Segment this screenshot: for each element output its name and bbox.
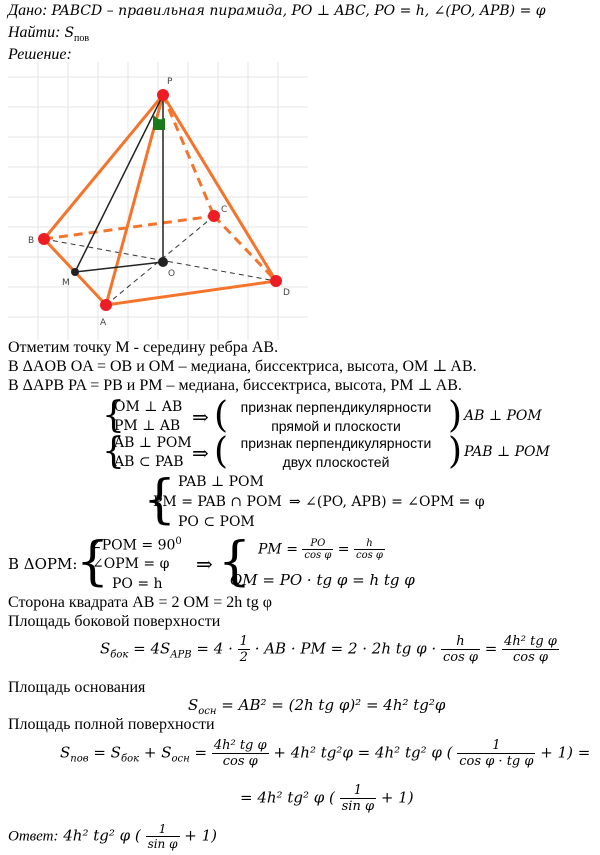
sys4-c: PO = h: [112, 576, 163, 592]
label-C: C: [221, 205, 228, 215]
sys3-b: PM = PAB ∩ POM: [153, 494, 282, 510]
sys4-pre: В ΔOPM:: [8, 555, 78, 573]
sys3-res: ⇒ ∠(PO, APB) = ∠OPM = φ: [289, 494, 485, 510]
segment-OM: [75, 262, 163, 272]
lateral-title: Площадь боковой поверхности: [8, 613, 221, 630]
vertex-D: [270, 275, 282, 287]
vertex-O: [158, 257, 168, 267]
pyramid-figure: [8, 62, 308, 340]
sys4-b: ∠OPM = φ: [92, 556, 170, 572]
sys3-c: PO ⊂ POM: [178, 514, 255, 530]
sys4-a: ∠POM = $90^0$: [90, 536, 182, 554]
system-3: { PAB ⊥ POM PM = PAB ∩ POM PO ⊂ POM ⇒ ∠(PO, APB) = ∠OPM = φ: [143, 470, 485, 530]
sys1-a: OM ⊥ AB: [114, 399, 183, 415]
system-1: { OM ⊥ AB PM ⊥ AB ⇒ ( признак перпендикулярности прямой и плоскости ) AB ⊥ POM: [102, 395, 542, 436]
sys2-res: PAB ⊥ POM: [464, 444, 550, 460]
given-label: Дано:: [8, 2, 48, 19]
label-A: A: [100, 318, 107, 328]
find-label: Найти:: [8, 24, 61, 41]
vertex-B: [38, 233, 50, 245]
sys1-b: PM ⊥ AB: [114, 418, 181, 434]
sys2-a: AB ⊥ POM: [114, 435, 192, 451]
full-title: Площадь полной поверхности: [8, 716, 215, 733]
label-O: O: [168, 269, 176, 279]
full-formula-1: $S_{пов} = S_{бок} + S_{осн}$ = $\frac{\text{4h² tg φ}}{\text{cos φ}}$ + 4h² tg²φ = 4h² tg² φ ( $\frac{1}{\text{cos φ · tg φ}}$ + 1) =: [60, 738, 591, 769]
label-B: B: [28, 236, 35, 246]
answer-line: Ответ: 4h² tg² φ ( $\frac{1}{\text{sin φ}}$ + 1): [8, 822, 218, 851]
line-3: В ΔAPB PA = PB и PM – медиана, биссектриса, высота, PM ⊥ AB.: [8, 377, 462, 394]
system-4: В ΔOPM: { ∠POM = $90^0$ ∠OPM = φ PO = h ⇒ { PM = $\frac{PO}{\text{cos φ}}$ = $\frac{h}{\text{cos φ}}$ OM = PO · tg φ = h tg φ: [8, 532, 415, 592]
base-title: Площадь основания: [8, 679, 146, 696]
sys4-r1: PM = $\frac{PO}{\text{cos φ}}$ = $\frac{h}{\text{cos φ}}$: [258, 538, 383, 561]
answer-label: Ответ:: [8, 828, 59, 845]
system-2: { AB ⊥ POM AB ⊂ PAB ⇒ ( признак перпендикулярности двух плоскостей ) PAB ⊥ POM: [102, 431, 550, 472]
line-2: В ΔAOB OA = OB и OM – медиана, биссектриса, высота, OM ⊥ AB.: [8, 358, 477, 375]
vertex-M: [71, 268, 79, 276]
vertex-P: [157, 89, 169, 101]
given-text: PABCD – правильная пирамида, PO ⊥ ABC, PO = h, ∠(PO, APB) = φ: [51, 3, 546, 19]
label-D: D: [283, 288, 290, 298]
sys1-t2: прямой и плоскости: [271, 418, 401, 434]
vertex-A: [100, 299, 112, 311]
sys1-res: AB ⊥ POM: [464, 408, 542, 424]
full-formula-2: = 4h² tg² φ ( $\frac{1}{\text{sin φ}}$ + 1): [240, 783, 414, 814]
line-1: Отметим точку M - середину ребра AB.: [8, 339, 279, 356]
find-text: S: [64, 25, 75, 41]
solution-label: Решение:: [8, 46, 72, 63]
sys2-arrow: ⇒: [192, 441, 209, 465]
label-M: M: [62, 278, 70, 288]
label-P: P: [167, 77, 173, 87]
sys4-r2: OM = PO · tg φ = h tg φ: [230, 571, 415, 589]
sys3-a: PAB ⊥ POM: [178, 474, 264, 490]
sys4-arrow: ⇒: [196, 552, 213, 576]
base-formula: $S_{осн} = AB^2 = (2h$ tg φ)² = 4h² tg²φ: [188, 696, 446, 717]
lateral-formula: $S_{бок} = 4S_{APB} = 4$ · $\frac{1}{2}$ · AB · PM = 2 · 2h tg φ · $\frac{h}{\text{cos φ}}$ = $\frac{\text{4h² tg φ}}{\text{cos φ}}$: [100, 634, 557, 665]
given-line: [8, 2, 546, 20]
side-line: Сторона квадрата AB = 2 OM = 2h tg φ: [8, 594, 272, 611]
sys2-t2: двух плоскостей: [282, 454, 390, 470]
find-line: [8, 24, 89, 48]
sys1-arrow: ⇒: [192, 405, 209, 429]
vertex-C: [208, 210, 220, 222]
find-sub: пов: [74, 33, 90, 45]
sys2-b: AB ⊂ PAB: [114, 454, 184, 470]
sys1-t1: признак перпендикулярности: [240, 399, 432, 415]
sys2-t1: признак перпендикулярности: [240, 435, 432, 451]
